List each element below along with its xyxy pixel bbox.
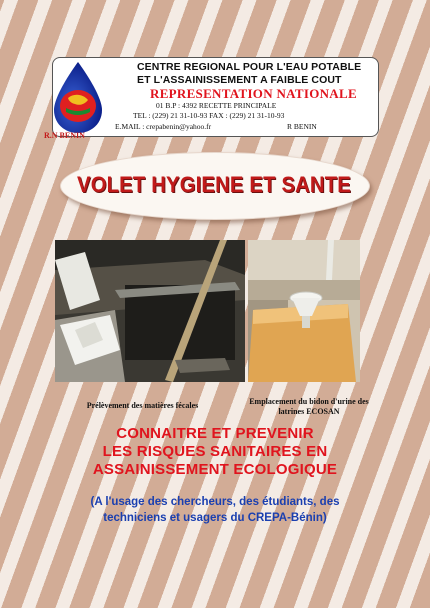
photo-right-caption: Emplacement du bidon d'urine des latrines ECOSAN bbox=[249, 397, 369, 416]
water-drop-icon bbox=[48, 60, 108, 135]
main-title bbox=[40, 425, 390, 479]
header-org-line2: ET L'ASSAINISSEMENT A FAIBLE COUT bbox=[137, 74, 342, 86]
main-title-line1: CONNAITRE ET PREVENIR bbox=[116, 425, 314, 442]
volet-title: VOLET HYGIENE ET SANTE bbox=[77, 172, 351, 197]
sub-title-line2: techniciens et usagers du CREPA-Bénin) bbox=[103, 512, 327, 524]
main-title-line2: LES RISQUES SANITAIRES EN bbox=[102, 443, 328, 460]
photo-fecal-sampling bbox=[55, 240, 245, 382]
photo-urine-container bbox=[248, 240, 360, 382]
sub-title-line1: (A l'usage des chercheurs, des étudiants, des bbox=[90, 496, 340, 508]
header-phone-fax: TEL : (229) 21 31-10-93 FAX : (229) 21 31-10-93 bbox=[133, 111, 285, 120]
header-postal-address: 01 B.P : 4392 RECETTE PRINCIPALE bbox=[156, 101, 277, 110]
sub-title bbox=[28, 494, 402, 526]
header-representation: REPRESENTATION NATIONALE bbox=[150, 86, 357, 101]
header-country: R BENIN bbox=[287, 122, 317, 131]
header-email: E.MAIL : crepabenin@yahoo.fr bbox=[115, 122, 212, 131]
logo-caption: R.N BENIN bbox=[44, 131, 85, 140]
header-org-line1: CENTRE REGIONAL POUR L'EAU POTABLE bbox=[137, 61, 362, 73]
photo-left-caption: Prélèvement des matières fécales bbox=[86, 401, 199, 410]
main-title-line3: ASSAINISSEMENT ECOLOGIQUE bbox=[92, 461, 338, 478]
